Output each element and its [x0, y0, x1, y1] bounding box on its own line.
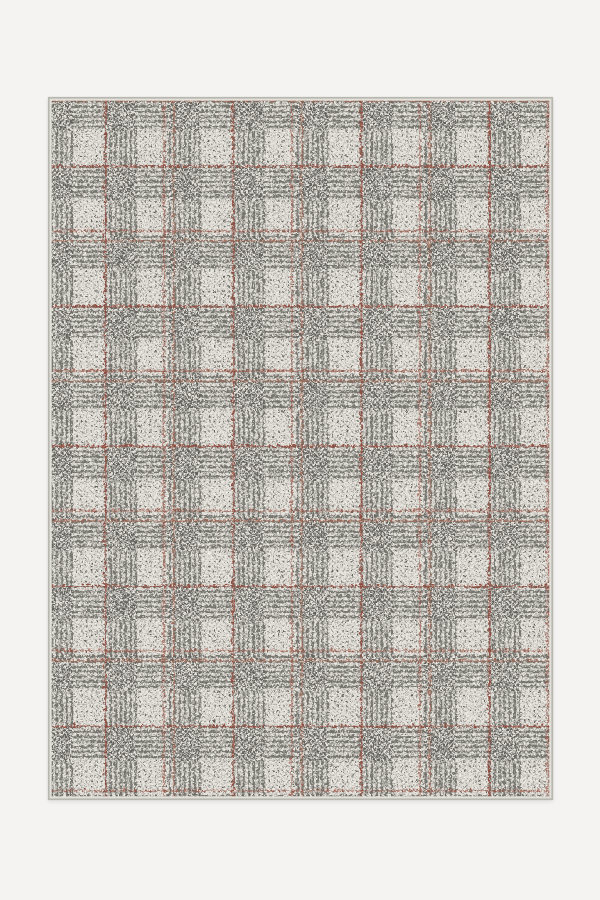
rug-plaid-texture — [48, 97, 553, 800]
rug-image — [48, 97, 553, 800]
rug-slub-noise — [48, 97, 553, 800]
